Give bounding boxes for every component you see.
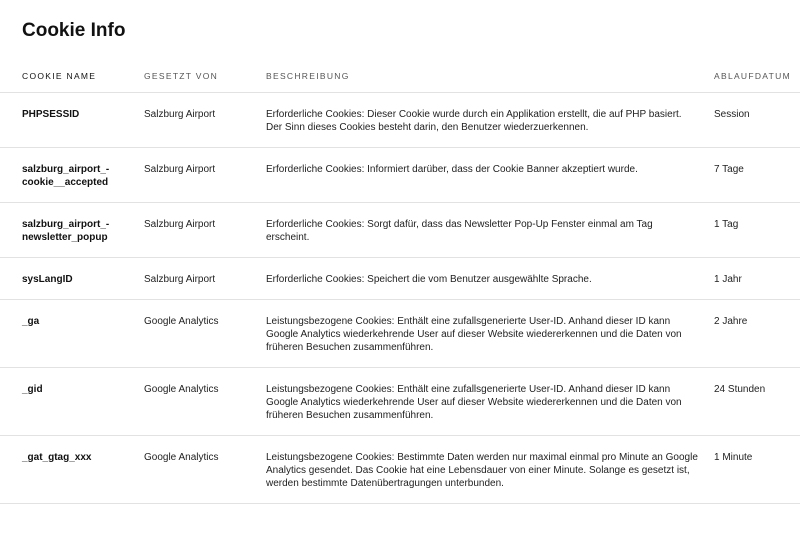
table-row (0, 148, 800, 203)
cookie-expiry: 2 Jahre (714, 316, 748, 327)
cookie-set-by: Google Analytics (144, 452, 219, 463)
table-row (0, 258, 800, 300)
cookie-description: Leistungsbezogene Cookies: Bestimmte Daten werden nur maximal einmal pro Minute an Google Analytics gesendet. Das Cookie hat eine Lebensdauer von einer Minute. Solange es gesetzt ist, werden bestimmte Datenübertragungen unterbunden. (266, 452, 698, 489)
cookie-name: _gid (22, 384, 43, 395)
cookie-name: _ga (22, 316, 40, 327)
header-description: BESCHREIBUNG (266, 71, 350, 81)
cookie-expiry: 7 Tage (714, 164, 744, 175)
cookie-set-by: Salzburg Airport (144, 164, 216, 175)
cookie-name: sysLangID (22, 274, 73, 285)
table-row (0, 93, 800, 148)
cookie-set-by: Salzburg Airport (144, 109, 216, 120)
table-row (0, 368, 800, 436)
cookie-set-by: Google Analytics (144, 384, 219, 395)
cookie-table (0, 62, 800, 504)
cookie-expiry: Session (714, 109, 750, 120)
cookie-expiry: 24 Stunden (714, 384, 766, 395)
cookie-description: Leistungsbezogene Cookies: Enthält eine zufallsgenerierte User-ID. Anhand dieser ID kann Google Analytics wiederkehrende User auf dieser Website wiedererkennen und die Daten von früheren Besuchen zusammenführen. (266, 316, 682, 353)
cookie-description: Erforderliche Cookies: Speichert die vom Benutzer ausgewählte Sprache. (266, 274, 592, 285)
cookie-name: _gat_gtag_xxx (22, 452, 92, 463)
cookie-description: Erforderliche Cookies: Sorgt dafür, dass das Newsletter Pop-Up Fenster einmal am Tag erscheint. (266, 219, 653, 243)
header-expiry: ABLAUFDATUM (714, 71, 791, 81)
cookie-description: Leistungsbezogene Cookies: Enthält eine zufallsgenerierte User-ID. Anhand dieser ID kann Google Analytics wiederkehrende User auf dieser Website wiedererkennen und die Daten von früheren Besuchen zusammenführen. (266, 384, 682, 421)
cookie-name: salzburg_airport_-cookie__accepted (22, 164, 110, 188)
cookie-set-by: Google Analytics (144, 316, 219, 327)
cookie-expiry: 1 Minute (714, 452, 753, 463)
header-set-by: GESETZT VON (144, 71, 219, 81)
page-title: Cookie Info (22, 20, 126, 41)
table-row (0, 203, 800, 258)
cookie-set-by: Salzburg Airport (144, 219, 216, 230)
header-cookie-name: COOKIE NAME (22, 71, 97, 81)
cookie-description: Erforderliche Cookies: Dieser Cookie wurde durch ein Applikation erstellt, die auf PHP basiert. Der Sinn dieses Cookies besteht darin, den Benutzer wiederzuerkennen. (266, 109, 682, 133)
table-row (0, 300, 800, 368)
table-row (0, 436, 800, 504)
cookie-expiry: 1 Tag (714, 219, 739, 230)
cookie-name: PHPSESSID (22, 109, 80, 120)
table-header (0, 62, 800, 93)
cookie-expiry: 1 Jahr (714, 274, 742, 285)
cookie-set-by: Salzburg Airport (144, 274, 216, 285)
cookie-name: salzburg_airport_-newsletter_popup (22, 219, 110, 243)
cookie-description: Erforderliche Cookies: Informiert darüber, dass der Cookie Banner akzeptiert wurde. (266, 164, 638, 175)
